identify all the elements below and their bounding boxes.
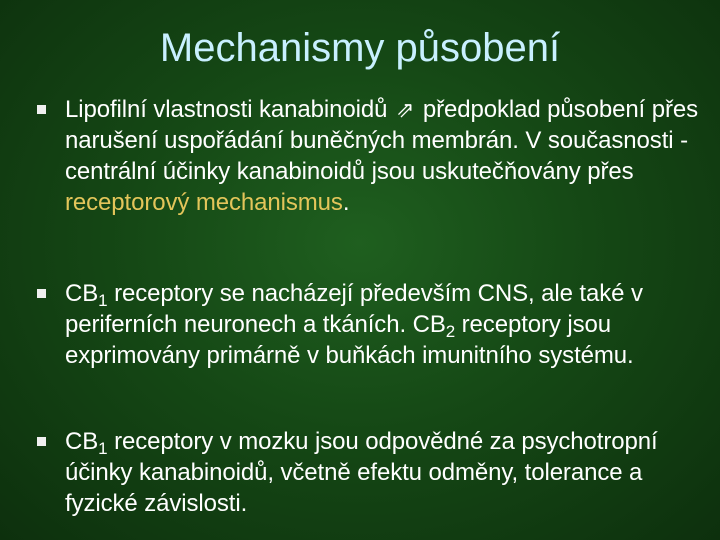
bullet-2-cb2-prefix: CB: [412, 311, 446, 338]
bullet-2-part1: receptory se nacházejí především CNS, ale také v periferních neuronech a tkáních.: [65, 280, 643, 338]
bullet-text-3: [65, 426, 705, 519]
bullet-1-part2: předpoklad působení přes narušení uspořádání buněčných membrán. V současnosti - centrální účinky kanabinoidů jsou uskutečňovány přes: [65, 96, 698, 185]
bullet-1-part1: Lipofilní vlastnosti kanabinoidů: [65, 96, 388, 123]
bullet-2-cb-sub: 1: [98, 291, 108, 310]
bullet-marker-icon: [37, 105, 46, 114]
bullet-marker-icon: [37, 289, 46, 298]
bullet-2-cb2-sub: 2: [445, 322, 456, 341]
bullet-3-cb-prefix: CB: [65, 428, 99, 455]
slide-title: Mechanismy působení: [159, 26, 561, 70]
bullet-text-1: [65, 94, 705, 218]
bullet-3-part1: receptory v mozku jsou odpovědné za psychotropní účinky kanabinoidů, včetně efektu odměny, tolerance a fyzické závislosti.: [65, 428, 658, 517]
bullet-3-cb-sub: 1: [98, 439, 108, 458]
bullet-1-highlight: receptorový mechanismus: [65, 189, 343, 216]
bullet-2-cb-prefix: CB: [65, 280, 99, 307]
bullet-1-part3: .: [342, 189, 350, 216]
bullet-2-part2: receptory jsou exprimovány primárně v buňkách imunitního systému.: [65, 311, 634, 369]
bullet-marker-icon: [37, 437, 46, 446]
arrow-icon: ⇗: [395, 97, 415, 122]
bullet-text-2: [65, 278, 705, 371]
